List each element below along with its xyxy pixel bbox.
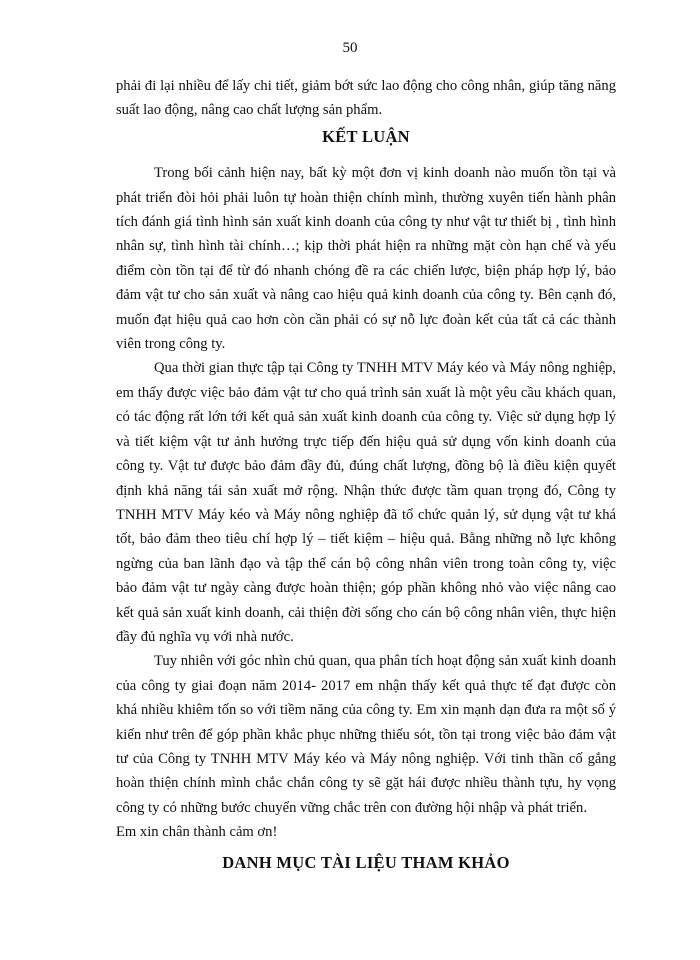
page-content bbox=[116, 74, 616, 875]
conclusion-heading: KẾT LUẬN bbox=[322, 126, 410, 146]
body-paragraph-1: Trong bối cảnh hiện nay, bất kỳ một đơn vị kinh doanh nào muốn tồn tại và phát triển đòi hỏi phải luôn tự hoàn thiện chính mình, thường xuyên tiến hành phân tích đánh giá tình hình sản xuất kinh doanh của công ty như vật tư thiết bị , tình hình nhân sự, tình hình tài chính…; kịp thời phát hiện ra những mặt còn hạn chế và yếu điểm còn tồn tại để từ đó nhanh chóng đề ra các chiến lược, biện pháp hợp lý, bảo đảm vật tư cho sản xuất và nâng cao hiệu quả kinh doanh của công ty. Bên cạnh đó, muốn đạt hiệu quả cao hơn còn cần phải có sự nỗ lực đoàn kết của tất cả các thành viên trong công ty. bbox=[116, 165, 616, 353]
body-paragraph-3: Tuy nhiên với góc nhìn chủ quan, qua phân tích hoạt động sản xuất kinh doanh của công ty giai đoạn năm 2014- 2017 em nhận thấy kết quả thực tế đạt được còn khá nhiều khiêm tốn so với tiềm năng của công ty. Em xin mạnh dạn đưa ra một số ý kiến như trên để góp phần khắc phục những thiếu sót, tồn tại trong việc bảo đảm vật tư của Công ty TNHH MTV Máy kéo và Máy nông nghiệp. Với tinh thần cố gắng hoàn thiện chính mình chắc chắn công ty sẽ gặt hái được nhiều thành tựu, hy vọng công ty có những bước chuyển vững chắc trên con đường hội nhập và phát triển. bbox=[116, 653, 616, 816]
page-number: 50 bbox=[342, 40, 358, 56]
intro-paragraph: phải đi lại nhiều để lấy chi tiết, giảm bớt sức lao động cho công nhân, giúp tăng năng suất lao động, nâng cao chất lượng sản phẩm. bbox=[116, 78, 616, 119]
thanks-line: Em xin chân thành cảm ơn! bbox=[116, 824, 278, 841]
references-heading: DANH MỤC TÀI LIỆU THAM KHẢO bbox=[222, 852, 510, 872]
body-paragraph-2: Qua thời gian thực tập tại Công ty TNHH MTV Máy kéo và Máy nông nghiệp, em thấy được việc bảo đảm vật tư cho quá trình sản xuất là một yêu cầu khách quan, có tác động rất lớn tới kết quả sản xuất kinh doanh của công ty. Việc sử dụng hợp lý và tiết kiệm vật tư ảnh hưởng trực tiếp đến hiệu quả sử dụng vốn kinh doanh của công ty. Vật tư được bảo đảm đầy đủ, đúng chất lượng, đồng bộ là điều kiện quyết định khả năng tái sản xuất mở rộng. Nhận thức được tầm quan trọng đó, Công ty TNHH MTV Máy kéo và Máy nông nghiệp đã tổ chức quản lý, sử dụng vật tư khá tốt, bảo đảm theo tiêu chí hợp lý – tiết kiệm – hiệu quả. Bằng những nỗ lực không ngừng của ban lãnh đạo và tập thể cán bộ công nhân viên trong toàn công ty, việc bảo đảm vật tư ngày càng được hoàn thiện; góp phần không nhỏ vào việc nâng cao kết quả sản xuất kinh doanh, cải thiện đời sống cho cán bộ công nhân viên, thực hiện đầy đủ nghĩa vụ với nhà nước. bbox=[116, 360, 616, 645]
